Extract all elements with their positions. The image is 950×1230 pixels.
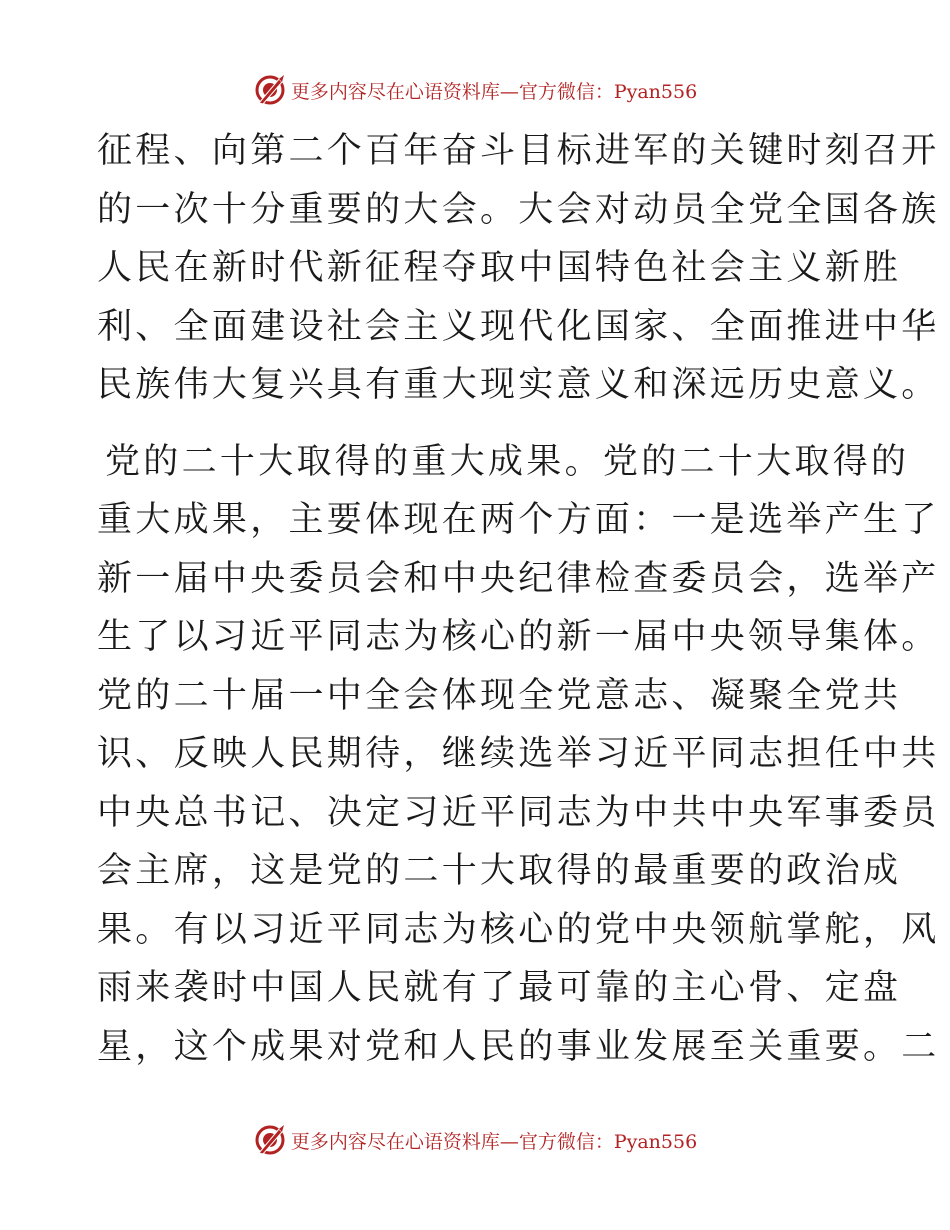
text-line: 的一次十分重要的大会。大会对动员全党全国各族 (97, 189, 940, 230)
paragraph-2 (97, 433, 940, 1077)
text-line: 生了以习近平同志为核心的新一届中央领导集体。 (97, 617, 940, 657)
text-line: 重大成果，主要体现在两个方面：一是选举产生了 (97, 500, 940, 540)
header-banner (0, 70, 950, 110)
text-line: 民族伟大复兴具有重大现实意义和深远历史意义。 (97, 365, 940, 405)
text-line: 党的二十大取得的重大成果。党的二十大取得的 (105, 441, 910, 482)
text-line: 党的二十届一中全会体现全党意志、凝聚全党共 (97, 675, 902, 716)
text-line: 识、反映人民期待，继续选举习近平同志担任中共 (97, 734, 940, 774)
text-line: 中央总书记、决定习近平同志为中共中央军事委员 (97, 792, 940, 833)
header-banner-text: 更多内容尽在心语资料库—官方微信：Pyan556 (290, 80, 698, 103)
quill-pen-logo-icon (253, 73, 287, 107)
paragraph-1 (97, 122, 940, 415)
footer-banner (0, 1120, 950, 1160)
text-line: 果。有以习近平同志为核心的党中央领航掌舵，风 (97, 909, 940, 950)
text-line: 人民在新时代新征程夺取中国特色社会主义新胜 (97, 248, 902, 288)
text-line: 新一届中央委员会和中央纪律检查委员会，选举产 (97, 558, 940, 599)
quill-pen-logo-icon (253, 1123, 287, 1157)
document-body (97, 122, 940, 1076)
text-line: 星，这个成果对党和人民的事业发展至关重要。二 (97, 1026, 940, 1067)
footer-banner-text: 更多内容尽在心语资料库—官方微信：Pyan556 (290, 1130, 698, 1153)
text-line: 征程、向第二个百年奋斗目标进军的关键时刻召开 (97, 131, 940, 171)
text-line: 雨来袭时中国人民就有了最可靠的主心骨、定盘 (97, 968, 902, 1008)
paragraph-gap (97, 415, 857, 433)
text-line: 利、全面建设社会主义现代化国家、全面推进中华 (97, 306, 940, 347)
text-line: 会主席，这是党的二十大取得的最重要的政治成 (97, 851, 902, 891)
